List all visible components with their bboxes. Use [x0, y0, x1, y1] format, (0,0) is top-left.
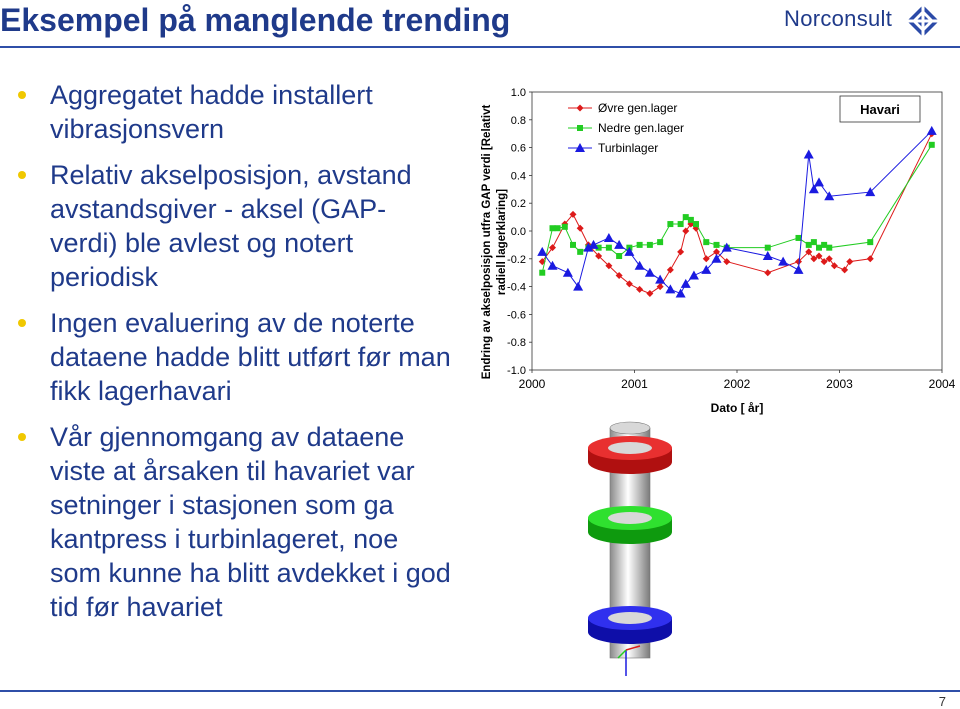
footer-divider: [0, 690, 960, 692]
data-point-1: [667, 221, 673, 227]
bullet-dot-icon: [18, 433, 26, 441]
data-point-1: [688, 217, 694, 223]
data-point-1: [693, 221, 699, 227]
data-point-1: [867, 239, 873, 245]
data-point-1: [550, 225, 556, 231]
data-point-1: [647, 242, 653, 248]
x-tick-label: 2000: [518, 377, 546, 391]
data-point-1: [606, 245, 612, 251]
data-point-1: [816, 245, 822, 251]
data-point-1: [796, 235, 802, 241]
data-point-1: [811, 239, 817, 245]
data-point-1: [826, 245, 832, 251]
y-tick-label: 0.2: [510, 198, 526, 211]
plot-area: [532, 92, 942, 370]
bullet-text: Relativ akselposisjon, avstand avstandsgiver - aksel (GAP-verdi) ble avlest og notert periodisk: [50, 160, 412, 292]
page-number: 7: [938, 694, 946, 709]
lower-bearing-ring: [588, 506, 672, 544]
x-tick-label: 2001: [621, 377, 648, 391]
legend-entry: Turbinlager: [598, 141, 659, 155]
y-tick-label: -0.2: [507, 253, 526, 266]
bullet-dot-icon: [18, 171, 26, 179]
data-point-1: [555, 225, 561, 231]
y-tick-label: -0.8: [507, 337, 526, 350]
y-tick-label: -1.0: [507, 365, 526, 377]
y-tick-label: 0.0: [510, 226, 526, 238]
bullet-text: Ingen evaluering av de noterte dataene hadde blitt utført før man fikk lagerhavari: [50, 308, 451, 406]
x-tick-label: 2004: [928, 377, 956, 391]
bullet-dot-icon: [18, 319, 26, 327]
y-tick-label: 0.4: [510, 170, 526, 183]
data-point-1: [678, 221, 684, 227]
title-divider: [0, 46, 960, 48]
legend-entry: Nedre gen.lager: [598, 121, 685, 135]
data-point-1: [562, 224, 568, 230]
norconsult-logo: [784, 4, 954, 38]
x-tick-label: 2003: [826, 377, 853, 391]
upper-bearing-ring: [588, 436, 672, 474]
data-point-1: [703, 239, 709, 245]
y-tick-label: 0.8: [510, 114, 526, 127]
data-point-1: [929, 142, 935, 148]
data-point-1: [577, 249, 583, 255]
bullet-item: [12, 420, 452, 624]
bullet-text: Vår gjennomgang av dataene viste at årsaken til havariet var setninger i stasjonen som ga kantpress i turbinlageret, noe som kunne ha blitt avdekket i god tid før havariet: [50, 422, 451, 622]
bullet-item: [12, 78, 452, 146]
data-point-1: [765, 245, 771, 251]
data-point-1: [821, 242, 827, 248]
y-tick-label: 0.6: [510, 142, 526, 155]
y-tick-label: 1.0: [510, 87, 526, 99]
turbine-bearing-ring: [588, 606, 672, 644]
bullet-list: [12, 78, 452, 636]
bullet-item: [12, 158, 452, 294]
page-title: Eksempel på manglende trending: [0, 2, 511, 38]
bullet-text: Aggregatet hadde installert vibrasjonsvern: [50, 80, 373, 144]
gap-value-chart: [472, 80, 960, 430]
y-axis-label: [480, 102, 514, 382]
y-tick-label: -0.6: [507, 309, 526, 322]
y-axis-label-text: Endring av akselposisjon utfra GAP verdi [Relativt radiell lagerklaring]: [481, 104, 508, 380]
data-point-1: [570, 242, 576, 248]
legend-marker: [577, 125, 583, 131]
data-point-1: [616, 253, 622, 259]
annotation-havari: Havari: [860, 102, 900, 117]
logo-text: Norconsult: [784, 6, 893, 31]
data-point-1: [657, 239, 663, 245]
data-point-1: [806, 242, 812, 248]
x-tick-label: 2002: [723, 377, 751, 391]
data-point-1: [539, 270, 545, 276]
legend-entry: Øvre gen.lager: [598, 101, 678, 115]
y-tick-label: -0.4: [507, 281, 526, 294]
bullet-dot-icon: [18, 91, 26, 99]
data-point-1: [714, 242, 720, 248]
data-point-1: [683, 214, 689, 220]
bullet-item: [12, 306, 452, 408]
diamond-logo-icon: [906, 4, 940, 38]
x-axis-label: Dato [ år]: [710, 401, 764, 415]
shaft-bearing-illustration: [560, 410, 700, 680]
data-point-1: [637, 242, 643, 248]
